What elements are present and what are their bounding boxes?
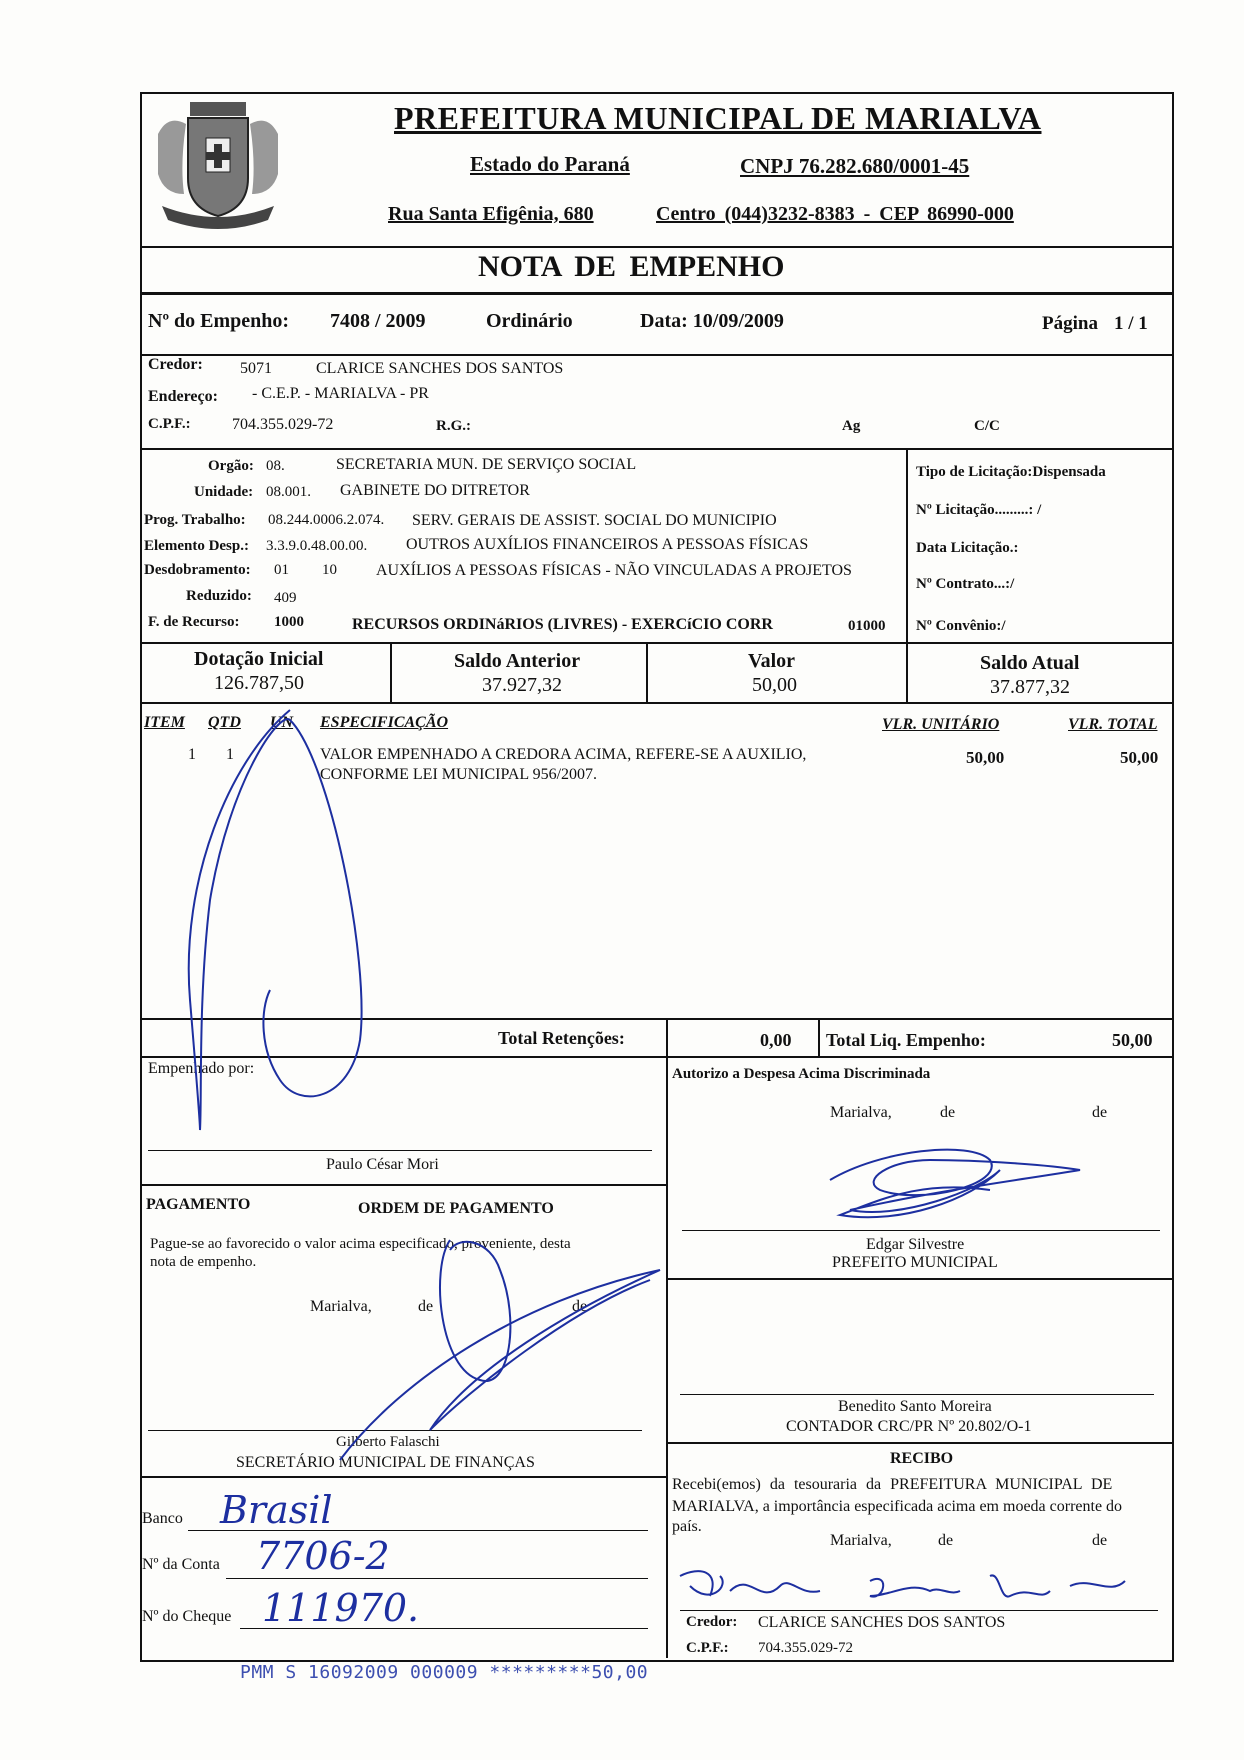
address-contact: Centro (044)3232-8383 - CEP 86990-000 xyxy=(656,203,1014,225)
saldo-anterior-value: 37.927,32 xyxy=(482,674,562,696)
empenho-date: Data: 10/09/2009 xyxy=(640,310,784,332)
col-vlr-unitario: VLR. UNITÁRIO xyxy=(882,716,1000,733)
desdobramento-label: Desdobramento: xyxy=(144,562,251,578)
ag-label: Ag xyxy=(842,418,861,434)
page-label: Página xyxy=(1042,313,1098,334)
orgao: SECRETARIA MUN. DE SERVIÇO SOCIAL xyxy=(336,456,637,473)
prog: SERV. GERAIS DE ASSIST. SOCIAL DO MUNICIPIO xyxy=(412,512,777,529)
empenho-number-label: Nº do Empenho: xyxy=(148,310,290,332)
reduzido: 409 xyxy=(274,590,297,606)
col-vlr-total: VLR. TOTAL xyxy=(1068,716,1158,733)
licitacao-tipo: Tipo de Licitação:Dispensada xyxy=(916,464,1106,480)
banco-value: Brasil xyxy=(220,1488,333,1532)
cc-label: C/C xyxy=(974,418,1000,434)
recurso-code: 1000 xyxy=(274,614,304,630)
elemento-code: 3.3.9.0.48.00.00. xyxy=(266,538,368,554)
credor-cpf: 704.355.029-72 xyxy=(232,416,334,433)
recibo-de1: de xyxy=(938,1532,954,1549)
recurso: RECURSOS ORDINáRIOS (LIVRES) - EXERCíCIO CORR xyxy=(352,616,773,633)
recibo-de2: de xyxy=(1092,1532,1108,1549)
address-label: Endereço: xyxy=(148,388,218,405)
total-liq-value: 50,00 xyxy=(1112,1030,1153,1050)
elemento: OUTROS AUXÍLIOS FINANCEIROS A PESSOAS FÍSICAS xyxy=(406,536,809,553)
credor-code: 5071 xyxy=(240,360,272,377)
state-name: Estado do Paraná xyxy=(470,152,630,176)
recibo-text-line2: MARIALVA, a importância especificada acima em moeda corrente do xyxy=(672,1498,1123,1515)
cheque-value: 111970. xyxy=(262,1586,420,1630)
empenhado-name: Paulo César Mori xyxy=(326,1156,439,1173)
orgao-label: Orgão: xyxy=(208,458,254,474)
valor-label: Valor xyxy=(748,650,796,672)
recibo-cpf-label: C.P.F.: xyxy=(686,1640,729,1656)
item-spec-line1: VALOR EMPENHADO A CREDORA ACIMA, REFERE-SE A AUXILIO, xyxy=(320,746,807,763)
coat-of-arms-logo xyxy=(148,94,288,236)
reduzido-label: Reduzido: xyxy=(186,588,252,604)
cheque-label: Nº do Cheque xyxy=(142,1608,232,1625)
pagamento-text-line1: Pague-se ao favorecido o valor acima especificado, proveniente, desta xyxy=(150,1236,571,1252)
dotacao-label: Dotação Inicial xyxy=(194,648,324,670)
total-retencoes-value: 0,00 xyxy=(760,1030,792,1050)
recibo-city: Marialva, xyxy=(830,1532,892,1549)
credor-name: CLARICE SANCHES DOS SANTOS xyxy=(316,360,564,377)
prefeito-name: Edgar Silvestre xyxy=(866,1236,965,1253)
pagamento-de2: de xyxy=(572,1298,588,1315)
document-title: NOTA DE EMPENHO xyxy=(478,250,785,283)
saldo-atual-label: Saldo Atual xyxy=(980,652,1080,674)
prog-code: 08.244.0006.2.074. xyxy=(268,512,385,528)
cashier-stamp: PMM S 16092009 000009 *********50,00 xyxy=(240,1662,649,1683)
item-vlr-unitario: 50,00 xyxy=(966,748,1005,767)
unidade-label: Unidade: xyxy=(194,484,254,500)
valor-value: 50,00 xyxy=(752,674,797,696)
recibo-cpf: 704.355.029-72 xyxy=(758,1640,853,1656)
rg-label: R.G.: xyxy=(436,418,471,434)
autorizo-de2: de xyxy=(1092,1104,1108,1121)
conta-value: 7706-2 xyxy=(256,1534,390,1578)
col-qtd: QTD xyxy=(208,714,241,731)
col-especificacao: ESPECIFICAÇÃO xyxy=(320,714,449,731)
item-number: 1 xyxy=(188,746,196,763)
pagamento-city: Marialva, xyxy=(310,1298,372,1315)
contador-name: Benedito Santo Moreira xyxy=(838,1398,992,1415)
total-retencoes-label: Total Retenções: xyxy=(498,1028,625,1048)
contrato: Nº Contrato...:/ xyxy=(916,576,1015,592)
credor-signature xyxy=(670,1556,1130,1616)
page-title: PREFEITURA MUNICIPAL DE MARIALVA xyxy=(394,100,1042,136)
saldo-atual-value: 37.877,32 xyxy=(990,676,1070,698)
item-qtd: 1 xyxy=(226,746,234,763)
item-spec-line2: CONFORME LEI MUNICIPAL 956/2007. xyxy=(320,766,598,783)
recibo-label: RECIBO xyxy=(890,1450,954,1467)
recibo-credor-name: CLARICE SANCHES DOS SANTOS xyxy=(758,1614,1006,1631)
cnpj: CNPJ 76.282.680/0001-45 xyxy=(740,154,970,178)
large-loop-signature xyxy=(170,700,410,1140)
total-liq-label: Total Liq. Empenho: xyxy=(826,1030,986,1050)
autorizo-city: Marialva, xyxy=(830,1104,892,1121)
contador-role: CONTADOR CRC/PR Nº 20.802/O-1 xyxy=(786,1418,1032,1435)
autorizo-de1: de xyxy=(940,1104,956,1121)
secretario-role: SECRETÁRIO MUNICIPAL DE FINANÇAS xyxy=(236,1454,535,1471)
prefeito-role: PREFEITO MUNICIPAL xyxy=(832,1254,998,1271)
page-number: 1 / 1 xyxy=(1114,313,1148,334)
desdobramento-code2: 10 xyxy=(322,562,337,578)
col-item: ITEM xyxy=(144,714,185,731)
pagamento-text-line2: nota de empenho. xyxy=(150,1254,257,1270)
prog-label: Prog. Trabalho: xyxy=(144,512,246,528)
licitacao-data: Data Licitação.: xyxy=(916,540,1019,556)
recibo-text-line3: país. xyxy=(672,1518,702,1535)
dotacao-value: 126.787,50 xyxy=(214,672,304,694)
banco-label: Banco xyxy=(142,1510,183,1527)
convenio: Nº Convênio:/ xyxy=(916,618,1006,634)
conta-label: Nº da Conta xyxy=(142,1556,220,1573)
unidade: GABINETE DO DITRETOR xyxy=(340,482,530,499)
secretario-signature xyxy=(320,1230,670,1470)
orgao-code: 08. xyxy=(266,458,285,474)
prefeito-signature xyxy=(820,1130,1090,1230)
address: Rua Santa Efigênia, 680 xyxy=(388,203,594,225)
saldo-anterior-label: Saldo Anterior xyxy=(454,650,581,672)
item-vlr-total: 50,00 xyxy=(1120,748,1159,767)
cpf-label: C.P.F.: xyxy=(148,416,191,432)
empenhado-label: Empenhado por: xyxy=(148,1060,255,1077)
col-un: UN xyxy=(270,714,294,731)
empenho-type: Ordinário xyxy=(486,310,573,332)
recurso-label: F. de Recurso: xyxy=(148,614,240,630)
credor-label: Credor: xyxy=(148,356,203,373)
secretario-name: Gilberto Falaschi xyxy=(336,1434,440,1450)
recurso-code2: 01000 xyxy=(848,618,886,634)
licitacao-numero: Nº Licitação.........: / xyxy=(916,502,1042,518)
credor-address: - C.E.P. - MARIALVA - PR xyxy=(252,385,429,402)
desdobramento: AUXÍLIOS A PESSOAS FÍSICAS - NÃO VINCULADAS A PROJETOS xyxy=(376,562,852,579)
recibo-credor-label: Credor: xyxy=(686,1614,738,1630)
recibo-text-line1: Recebi(emos) da tesouraria da PREFEITURA MUNICIPAL DE xyxy=(672,1476,1113,1493)
pagamento-label: PAGAMENTO xyxy=(146,1196,251,1213)
empenho-number: 7408 / 2009 xyxy=(330,310,426,332)
unidade-code: 08.001. xyxy=(266,484,311,500)
ordem-pagamento-label: ORDEM DE PAGAMENTO xyxy=(358,1200,554,1217)
elemento-label: Elemento Desp.: xyxy=(144,538,249,554)
desdobramento-code1: 01 xyxy=(274,562,289,578)
autorizo-label: Autorizo a Despesa Acima Discriminada xyxy=(672,1066,931,1082)
pagamento-de1: de xyxy=(418,1298,434,1315)
